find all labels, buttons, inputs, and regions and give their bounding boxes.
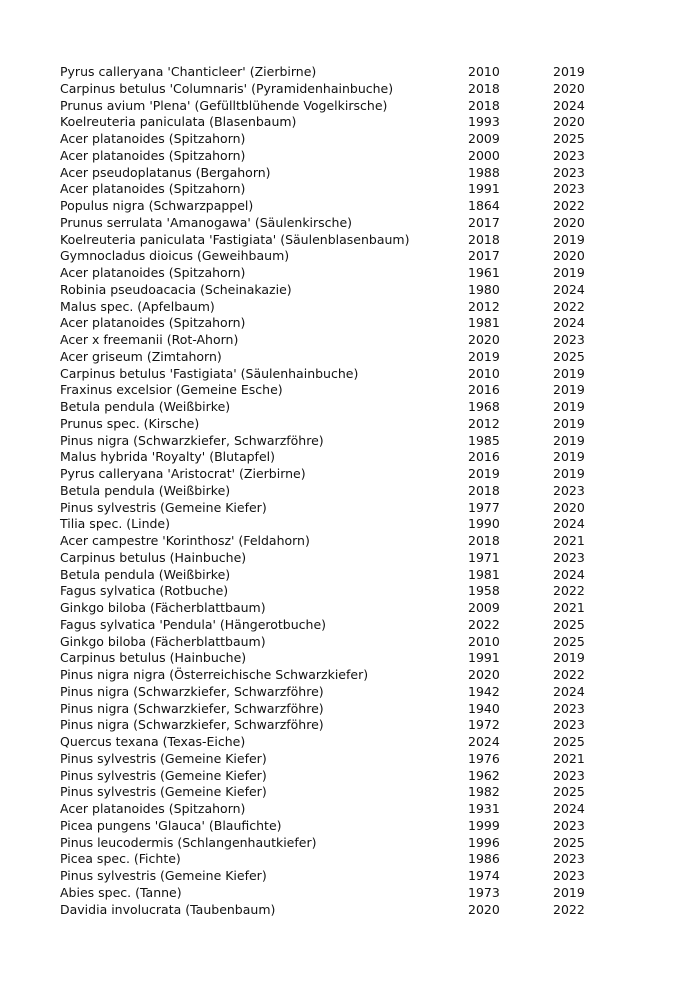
year-column-a: 2018 xyxy=(468,80,500,96)
table-row xyxy=(60,500,620,517)
table-row xyxy=(60,215,620,232)
tree-species-name: Acer platanoides (Spitzahorn) xyxy=(60,131,246,146)
year-column-a: 2018 xyxy=(468,231,500,247)
year-column-a: 2010 xyxy=(468,365,500,381)
year-column-a: 1980 xyxy=(468,281,500,297)
year-column-b: 2025 xyxy=(553,734,585,749)
table-row xyxy=(60,148,620,165)
year-column-b: 2023 xyxy=(553,147,585,163)
tree-species-name: Pinus sylvestris (Gemeine Kiefer) xyxy=(60,784,267,800)
table-row xyxy=(60,634,620,651)
year-column-b: 2023 xyxy=(553,868,585,883)
table-row xyxy=(60,751,620,768)
table-row xyxy=(60,299,620,316)
year-column-a: 2017 xyxy=(468,214,500,230)
tree-species-name: Pinus sylvestris (Gemeine Kiefer) xyxy=(60,750,267,766)
year-column-b: 2019 xyxy=(553,449,585,465)
table-row xyxy=(60,617,620,634)
tree-species-name: Pyrus calleryana 'Aristocrat' (Zierbirne) xyxy=(60,466,306,481)
year-column-b: 2025 xyxy=(553,348,585,364)
year-column-a: 1986 xyxy=(468,851,500,867)
tree-species-name: Betula pendula (Weißbirke) xyxy=(60,399,231,414)
tree-species-name: Koelreuteria paniculata (Blasenbaum) xyxy=(60,114,297,130)
year-column-b: 2023 xyxy=(553,767,585,783)
table-row xyxy=(60,483,620,500)
tree-species-name: Acer platanoides (Spitzahorn) xyxy=(60,315,246,331)
table-row xyxy=(60,248,620,265)
year-column-a: 1958 xyxy=(468,583,500,599)
tree-species-name: Pinus nigra nigra (Österreichische Schwarzkiefer) xyxy=(60,667,369,682)
table-row xyxy=(60,818,620,835)
year-column-b: 2023 xyxy=(553,717,585,733)
tree-species-name: Acer platanoides (Spitzahorn) xyxy=(60,801,246,816)
year-column-a: 1985 xyxy=(468,432,500,448)
year-column-a: 1976 xyxy=(468,750,500,766)
year-column-a: 1974 xyxy=(468,868,500,883)
year-column-a: 1977 xyxy=(468,499,500,515)
table-row xyxy=(60,232,620,249)
table-row xyxy=(60,600,620,617)
year-column-a: 2019 xyxy=(468,348,500,364)
table-row xyxy=(60,466,620,483)
table-row xyxy=(60,835,620,852)
tree-species-name: Prunus spec. (Kirsche) xyxy=(60,415,200,431)
tree-species-name: Pinus nigra (Schwarzkiefer, Schwarzföhre) xyxy=(60,683,324,699)
year-column-a: 2012 xyxy=(468,415,500,431)
tree-species-name: Picea pungens 'Glauca' (Blaufichte) xyxy=(60,817,282,833)
year-column-a: 1931 xyxy=(468,801,500,816)
tree-species-name: Pinus leucodermis (Schlangenhautkiefer) xyxy=(60,834,317,850)
year-column-b: 2022 xyxy=(553,667,585,682)
year-column-a: 1940 xyxy=(468,700,500,716)
table-row xyxy=(60,533,620,550)
table-row xyxy=(60,282,620,299)
table-row xyxy=(60,667,620,684)
year-column-b: 2020 xyxy=(553,114,585,130)
year-column-b: 2022 xyxy=(553,583,585,599)
year-column-a: 2018 xyxy=(468,533,500,548)
tree-species-name: Carpinus betulus (Hainbuche) xyxy=(60,650,247,666)
tree-species-name: Koelreuteria paniculata 'Fastigiata' (Säulenblasenbaum) xyxy=(60,231,410,247)
tree-species-name: Ginkgo biloba (Fächerblattbaum) xyxy=(60,600,266,615)
year-column-a: 2022 xyxy=(468,616,500,632)
tree-species-name: Fraxinus excelsior (Gemeine Esche) xyxy=(60,382,283,398)
tree-species-name: Acer platanoides (Spitzahorn) xyxy=(60,265,246,280)
year-column-a: 2020 xyxy=(468,332,500,347)
year-column-a: 2020 xyxy=(468,667,500,682)
year-column-b: 2022 xyxy=(553,298,585,314)
year-column-b: 2019 xyxy=(553,231,585,247)
year-column-b: 2019 xyxy=(553,650,585,666)
tree-species-name: Quercus texana (Texas-Eiche) xyxy=(60,734,246,749)
year-column-b: 2024 xyxy=(553,683,585,699)
tree-list-table xyxy=(60,64,620,918)
tree-species-name: Pinus nigra (Schwarzkiefer, Schwarzföhre) xyxy=(60,717,324,733)
table-row xyxy=(60,265,620,282)
table-row xyxy=(60,315,620,332)
year-column-b: 2021 xyxy=(553,533,585,548)
year-column-b: 2019 xyxy=(553,265,585,280)
table-row xyxy=(60,768,620,785)
tree-species-name: Robinia pseudoacacia (Scheinakazie) xyxy=(60,281,292,297)
year-column-a: 1971 xyxy=(468,549,500,565)
year-column-a: 2018 xyxy=(468,97,500,113)
year-column-a: 2016 xyxy=(468,449,500,465)
year-column-a: 1962 xyxy=(468,767,500,783)
tree-species-name: Ginkgo biloba (Fächerblattbaum) xyxy=(60,633,266,649)
table-row xyxy=(60,583,620,600)
year-column-b: 2020 xyxy=(553,214,585,230)
year-column-b: 2024 xyxy=(553,516,585,532)
year-column-a: 1993 xyxy=(468,114,500,130)
table-row xyxy=(60,801,620,818)
tree-species-name: Acer x freemanii (Rot-Ahorn) xyxy=(60,332,239,347)
table-row xyxy=(60,516,620,533)
year-column-a: 1981 xyxy=(468,315,500,331)
year-column-a: 2009 xyxy=(468,131,500,146)
year-column-b: 2023 xyxy=(553,851,585,867)
year-column-a: 2024 xyxy=(468,734,500,749)
year-column-a: 2012 xyxy=(468,298,500,314)
table-row xyxy=(60,165,620,182)
table-row xyxy=(60,650,620,667)
year-column-b: 2025 xyxy=(553,633,585,649)
year-column-b: 2019 xyxy=(553,466,585,481)
year-column-a: 1961 xyxy=(468,265,500,280)
year-column-b: 2019 xyxy=(553,415,585,431)
tree-species-name: Populus nigra (Schwarzpappel) xyxy=(60,198,254,213)
year-column-b: 2025 xyxy=(553,784,585,800)
year-column-a: 1972 xyxy=(468,717,500,733)
table-row xyxy=(60,98,620,115)
year-column-a: 1991 xyxy=(468,181,500,197)
year-column-a: 2017 xyxy=(468,248,500,264)
table-row xyxy=(60,784,620,801)
tree-species-name: Betula pendula (Weißbirke) xyxy=(60,566,231,582)
year-column-a: 2016 xyxy=(468,382,500,398)
year-column-b: 2023 xyxy=(553,482,585,498)
table-row xyxy=(60,349,620,366)
tree-species-name: Betula pendula (Weißbirke) xyxy=(60,482,231,498)
tree-species-name: Picea spec. (Fichte) xyxy=(60,851,181,867)
year-column-b: 2024 xyxy=(553,566,585,582)
table-row xyxy=(60,734,620,751)
tree-species-name: Abies spec. (Tanne) xyxy=(60,884,182,900)
year-column-a: 2010 xyxy=(468,64,500,79)
tree-species-name: Acer griseum (Zimtahorn) xyxy=(60,348,222,364)
year-column-a: 2020 xyxy=(468,901,500,917)
table-row xyxy=(60,366,620,383)
tree-species-name: Acer platanoides (Spitzahorn) xyxy=(60,181,246,197)
table-row xyxy=(60,382,620,399)
table-row xyxy=(60,416,620,433)
year-column-a: 2009 xyxy=(468,600,500,615)
tree-species-name: Pinus nigra (Schwarzkiefer, Schwarzföhre) xyxy=(60,432,324,448)
year-column-b: 2019 xyxy=(553,399,585,414)
year-column-b: 2021 xyxy=(553,600,585,615)
year-column-b: 2023 xyxy=(553,817,585,833)
year-column-a: 1991 xyxy=(468,650,500,666)
table-row xyxy=(60,399,620,416)
year-column-b: 2019 xyxy=(553,884,585,900)
year-column-b: 2023 xyxy=(553,700,585,716)
year-column-b: 2023 xyxy=(553,181,585,197)
year-column-a: 1996 xyxy=(468,834,500,850)
tree-species-name: Pinus sylvestris (Gemeine Kiefer) xyxy=(60,767,267,783)
table-row xyxy=(60,449,620,466)
tree-species-name: Carpinus betulus (Hainbuche) xyxy=(60,549,247,565)
year-column-b: 2024 xyxy=(553,315,585,331)
table-row xyxy=(60,717,620,734)
year-column-a: 2018 xyxy=(468,482,500,498)
year-column-a: 2019 xyxy=(468,466,500,481)
table-row xyxy=(60,701,620,718)
year-column-a: 1973 xyxy=(468,884,500,900)
year-column-a: 1982 xyxy=(468,784,500,800)
table-row xyxy=(60,114,620,131)
tree-species-name: Gymnocladus dioicus (Geweihbaum) xyxy=(60,248,290,264)
table-row xyxy=(60,550,620,567)
year-column-b: 2024 xyxy=(553,97,585,113)
tree-species-name: Tilia spec. (Linde) xyxy=(60,516,170,532)
tree-species-name: Pinus sylvestris (Gemeine Kiefer) xyxy=(60,499,267,515)
year-column-a: 1990 xyxy=(468,516,500,532)
table-row xyxy=(60,332,620,349)
year-column-a: 1981 xyxy=(468,566,500,582)
tree-species-name: Prunus avium 'Plena' (Gefülltblühende Vogelkirsche) xyxy=(60,97,388,113)
tree-species-name: Acer pseudoplatanus (Bergahorn) xyxy=(60,164,271,180)
table-row xyxy=(60,181,620,198)
tree-species-name: Prunus serrulata 'Amanogawa' (Säulenkirsche) xyxy=(60,214,353,230)
year-column-a: 1999 xyxy=(468,817,500,833)
tree-species-name: Malus hybrida 'Royalty' (Blutapfel) xyxy=(60,449,275,465)
table-row xyxy=(60,64,620,81)
table-row xyxy=(60,885,620,902)
tree-species-name: Pinus sylvestris (Gemeine Kiefer) xyxy=(60,868,267,883)
tree-species-name: Carpinus betulus 'Fastigiata' (Säulenhainbuche) xyxy=(60,365,359,381)
table-row xyxy=(60,131,620,148)
table-row xyxy=(60,902,620,919)
table-row xyxy=(60,684,620,701)
year-column-b: 2025 xyxy=(553,834,585,850)
tree-species-name: Malus spec. (Apfelbaum) xyxy=(60,298,215,314)
table-row xyxy=(60,567,620,584)
year-column-b: 2019 xyxy=(553,64,585,79)
year-column-b: 2020 xyxy=(553,80,585,96)
tree-species-name: Fagus sylvatica (Rotbuche) xyxy=(60,583,229,599)
table-row xyxy=(60,433,620,450)
tree-species-name: Pyrus calleryana 'Chanticleer' (Zierbirne) xyxy=(60,64,317,79)
year-column-b: 2022 xyxy=(553,198,585,213)
year-column-b: 2019 xyxy=(553,432,585,448)
tree-species-name: Pinus nigra (Schwarzkiefer, Schwarzföhre) xyxy=(60,700,324,716)
year-column-b: 2019 xyxy=(553,382,585,398)
year-column-a: 2010 xyxy=(468,633,500,649)
year-column-b: 2022 xyxy=(553,901,585,917)
year-column-b: 2025 xyxy=(553,616,585,632)
year-column-a: 1864 xyxy=(468,198,500,213)
year-column-b: 2023 xyxy=(553,164,585,180)
tree-species-name: Acer campestre 'Korinthosz' (Feldahorn) xyxy=(60,533,310,548)
year-column-a: 1988 xyxy=(468,164,500,180)
year-column-b: 2021 xyxy=(553,750,585,766)
year-column-b: 2023 xyxy=(553,332,585,347)
year-column-b: 2024 xyxy=(553,281,585,297)
year-column-b: 2025 xyxy=(553,131,585,146)
table-row xyxy=(60,851,620,868)
tree-species-name: Davidia involucrata (Taubenbaum) xyxy=(60,901,276,917)
table-row xyxy=(60,868,620,885)
tree-species-name: Acer platanoides (Spitzahorn) xyxy=(60,147,246,163)
year-column-b: 2023 xyxy=(553,549,585,565)
year-column-b: 2024 xyxy=(553,801,585,816)
year-column-b: 2020 xyxy=(553,499,585,515)
tree-species-name: Carpinus betulus 'Columnaris' (Pyramidenhainbuche) xyxy=(60,80,394,96)
year-column-a: 1968 xyxy=(468,399,500,414)
tree-species-name: Fagus sylvatica 'Pendula' (Hängerotbuche) xyxy=(60,616,327,632)
year-column-a: 2000 xyxy=(468,147,500,163)
year-column-b: 2019 xyxy=(553,365,585,381)
table-row xyxy=(60,198,620,215)
year-column-a: 1942 xyxy=(468,683,500,699)
table-row xyxy=(60,81,620,98)
year-column-b: 2020 xyxy=(553,248,585,264)
